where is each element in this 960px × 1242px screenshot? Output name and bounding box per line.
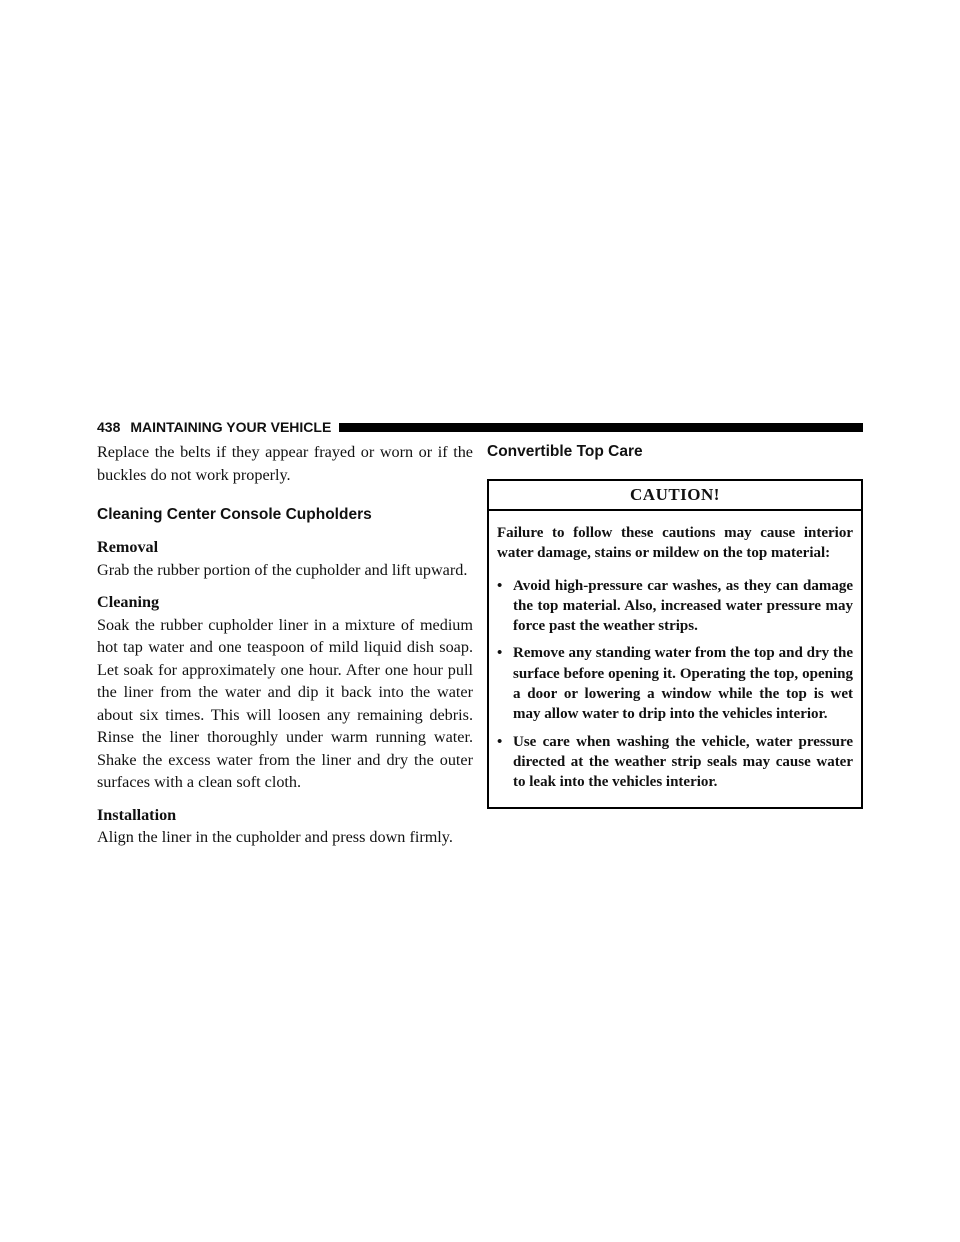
removal-subheading: Removal	[97, 538, 159, 556]
caution-box	[487, 479, 863, 809]
caution-item-text: Use care when washing the vehicle, water pressure directed at the weather strip seals may cause water to leak into the vehicles interior.	[513, 733, 853, 791]
bullet-icon: •	[497, 645, 503, 662]
right-column	[487, 441, 863, 809]
caution-item	[497, 576, 853, 637]
caution-title: CAUTION!	[489, 481, 861, 511]
caution-body	[489, 511, 861, 807]
header-rule	[339, 423, 863, 432]
page-header	[97, 418, 863, 436]
left-column	[97, 441, 473, 849]
caution-item	[497, 643, 853, 724]
caution-item	[497, 732, 853, 793]
bullet-icon: •	[497, 577, 503, 594]
bullet-icon: •	[497, 733, 503, 750]
caution-item-text: Avoid high-pressure car washes, as they can damage the top material. Also, increased water pressure may force past the weather strips.	[513, 577, 853, 635]
convertible-top-heading: Convertible Top Care	[487, 443, 643, 460]
removal-paragraph: Grab the rubber portion of the cupholder and lift upward.	[97, 560, 468, 579]
caution-item-text: Remove any standing water from the top and dry the surface before opening it. Operating the top, opening a door or lowering a window while the top is wet may allow water to drip into the vehicles interior.	[513, 645, 853, 723]
installation-subheading: Installation	[97, 805, 177, 824]
cleaning-subheading: Cleaning	[97, 593, 160, 611]
cupholders-heading: Cleaning Center Console Cupholders	[97, 506, 372, 523]
caution-intro: Failure to follow these cautions may cause interior water damage, stains or mildew on the top material:	[497, 525, 853, 562]
caution-list	[497, 576, 853, 793]
cleaning-paragraph: Soak the rubber cupholder liner in a mixture of medium hot tap water and one teaspoon of mild liquid dish soap. Let soak for approximately one hour. After one hour pull the liner from the water and dip it back into the water about six times. This will loosen any remaining debris. Rinse the liner thoroughly under warm running water. Shake the excess water from the liner and dry the outer surfaces with a clean soft cloth.	[97, 615, 473, 791]
page-number: 438	[97, 419, 121, 435]
installation-paragraph: Align the liner in the cupholder and press down firmly.	[97, 828, 453, 846]
section-title: MAINTAINING YOUR VEHICLE	[130, 419, 332, 435]
belts-paragraph: Replace the belts if they appear frayed or worn or if the buckles do not work properly.	[97, 443, 473, 484]
